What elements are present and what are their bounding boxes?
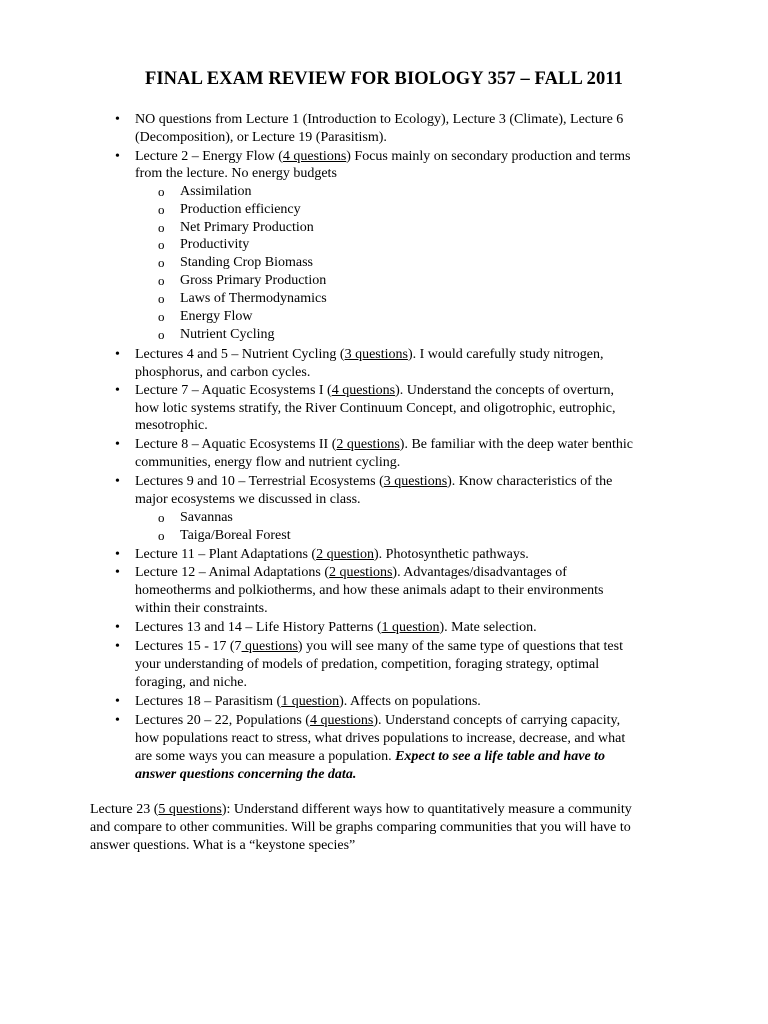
question-count: 1 question [381,620,440,635]
bullet-marker: • [115,474,120,489]
sub-bullet-marker: o [158,291,165,306]
paragraph-line-2: and compare to other communities. Will be graphs comparing communities that you will have to [90,820,631,835]
sub-item: Energy Flow [180,309,253,324]
sub-item: Laws of Thermodynamics [180,291,327,306]
question-count: 2 questions [329,565,393,580]
question-count: 2 questions [336,437,400,452]
bullet-8-line-3: within their constraints. [135,601,268,616]
question-count: 2 question [316,547,375,562]
sub-bullet-marker: o [158,255,165,270]
bullet-1-line-2: (Decomposition), or Lecture 19 (Parasitism). [135,130,387,145]
bullet-11-line-1: Lectures 18 – Parasitism (1 question). Affects on populations. [135,694,481,709]
bullet-marker: • [115,713,120,728]
question-count: 3 questions [344,347,408,362]
bullet-marker: • [115,347,120,362]
bullet-8-line-1: Lecture 12 – Animal Adaptations (2 questions). Advantages/disadvantages of [135,565,567,580]
sub-item: Production efficiency [180,202,301,217]
bullet-8-line-2: homeotherms and polkiotherms, and how these animals adapt to their environments [135,583,604,598]
bullet-10-line-3: foraging, and niche. [135,675,247,690]
bullet-marker: • [115,112,120,127]
sub-item: Net Primary Production [180,220,314,235]
question-count: 5 questions [158,802,222,817]
bullet-4-line-2: how lotic systems stratify, the River Continuum Concept, and oligotrophic, eutrophic, [135,401,616,416]
bullet-marker: • [115,639,120,654]
sub-bullet-marker: o [158,273,165,288]
bullet-3-line-1: Lectures 4 and 5 – Nutrient Cycling (3 questions). I would carefully study nitrogen, [135,347,604,362]
sub-bullet-marker: o [158,184,165,199]
sub-bullet-marker: o [158,202,165,217]
bullet-10-line-2: your understanding of models of predation, competition, foraging strategy, optimal [135,657,600,672]
question-count: 4 questions [331,383,396,398]
question-count: questions [241,639,298,654]
bullet-2-line-2: from the lecture. No energy budgets [135,166,337,181]
question-count: 4 questions [282,149,347,164]
paragraph-line-1: Lecture 23 (5 questions): Understand different ways how to quantitatively measure a community [90,802,632,817]
bullet-12-line-3: are some ways you can measure a population. Expect to see a life table and have to [135,749,606,764]
sub-item: Standing Crop Biomass [180,255,314,270]
paragraph-line-3: answer questions. What is a “keystone species” [90,838,356,853]
sub-item: Assimilation [180,184,252,199]
bullet-12-line-1: Lectures 20 – 22, Populations (4 questions). Understand concepts of carrying capacity, [135,713,621,728]
sub-bullet-marker: o [158,309,165,324]
bullet-7-line-1: Lecture 11 – Plant Adaptations (2 question). Photosynthetic pathways. [135,547,529,562]
bullet-marker: • [115,694,120,709]
sub-item: Productivity [180,237,250,252]
bullet-4-line-3: mesotrophic. [135,418,208,433]
bullet-6-line-2: major ecosystems we discussed in class. [135,492,361,507]
bullet-marker: • [115,547,120,562]
emphasis-text: Expect to see a life table and have to [395,749,606,764]
bullet-marker: • [115,383,120,398]
bullet-4-line-1: Lecture 7 – Aquatic Ecosystems I (4 questions). Understand the concepts of overturn, [135,383,614,398]
question-count: 3 questions [383,474,448,489]
page-title: FINAL EXAM REVIEW FOR BIOLOGY 357 – FALL 2011 [144,69,624,89]
bullet-5-line-1: Lecture 8 – Aquatic Ecosystems II (2 questions). Be familiar with the deep water benthic [135,437,634,452]
sub-item: Gross Primary Production [180,273,327,288]
question-count: 1 question [281,694,340,709]
bullet-10-line-1: Lectures 15 - 17 (7 questions) you will see many of the same type of questions that test [135,639,623,654]
sub-item: Savannas [180,510,233,525]
bullet-12-line-4: answer questions concerning the data. [135,767,357,782]
sub-bullet-marker: o [158,237,165,252]
sub-item: Taiga/Boreal Forest [180,528,291,543]
bullet-marker: • [115,149,120,164]
bullet-12-line-2: how populations react to stress, what drives populations to increase, decrease, and what [135,731,626,746]
bullet-5-line-2: communities, energy flow and nutrient cycling. [135,455,401,470]
bullet-3-line-2: phosphorus, and carbon cycles. [135,365,311,380]
sub-bullet-marker: o [158,220,165,235]
sub-item: Nutrient Cycling [180,327,275,342]
sub-bullet-marker: o [158,327,165,342]
bullet-marker: • [115,620,120,635]
bullet-marker: • [115,437,120,452]
question-count: 4 questions [309,713,374,728]
sub-bullet-marker: o [158,510,165,525]
bullet-1-line-1: NO questions from Lecture 1 (Introduction to Ecology), Lecture 3 (Climate), Lecture 6 [135,112,624,127]
bullet-9-line-1: Lectures 13 and 14 – Life History Patterns (1 question). Mate selection. [135,620,537,635]
sub-bullet-marker: o [158,528,165,543]
bullet-6-line-1: Lectures 9 and 10 – Terrestrial Ecosystems (3 questions). Know characteristics of the [135,474,613,489]
bullet-2-line-1: Lecture 2 – Energy Flow (4 questions) Focus mainly on secondary production and terms [135,149,631,164]
bullet-marker: • [115,565,120,580]
